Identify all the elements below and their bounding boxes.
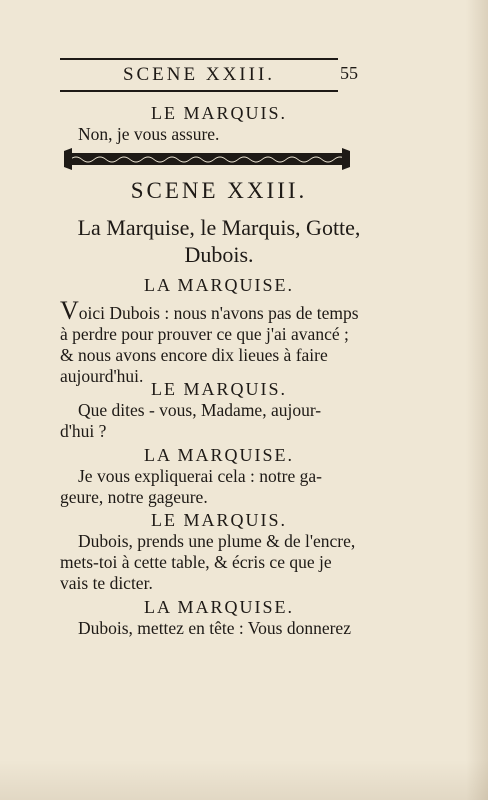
cast-line-2: Dubois. [184,242,254,267]
dialogue-line: geure, notre gageure. [60,487,208,507]
page-edge-shadow [466,0,488,800]
previous-scene-end [60,102,378,145]
dialogue-block [60,274,378,296]
running-title: SCENE XXIII. [122,64,276,85]
decorative-band-ornament [64,148,350,170]
page-bottom-shade [0,760,488,800]
dialogue-block [60,444,378,508]
speaker-name: LA MARQUISE. [143,275,294,295]
dialogue-block [60,596,378,639]
speaker-name: LE MARQUIS. [150,510,287,530]
dialogue-line: mets-toi à cette table, & écris ce que je [60,552,332,572]
cast-list [60,214,378,268]
cast-line-1: La Marquise, le Marquis, Gotte, [77,215,361,240]
dialogue-block [60,509,378,594]
drop-cap: V [60,296,79,325]
dialogue-line: Dubois, prends une plume & de l'encre, [78,531,356,551]
scene-title: SCENE XXIII. [130,178,308,203]
speaker-name: LE MARQUIS. [150,103,287,123]
dialogue-line: & nous avons encore dix lieues à faire [60,345,328,365]
dialogue-line: d'hui ? [60,421,107,441]
page-number: 55 [340,63,358,83]
speaker-name: LE MARQUIS. [150,379,287,399]
dialogue-line: Que dites - vous, Madame, aujour- [78,400,322,420]
dialogue-line: vais te dicter. [60,573,153,593]
dialogue-line: Non, je vous assure. [78,124,220,144]
speaker-name: LA MARQUISE. [143,597,294,617]
dialogue-line: Voici Dubois : nous n'avons pas de temps [60,296,359,325]
running-header [60,58,338,92]
dialogue-line: Dubois, mettez en tête : Vous donnerez [78,618,351,638]
dialogue-line: Je vous expliquerai cela : notre ga- [78,466,322,486]
speaker-name: LA MARQUISE. [143,445,294,465]
header-rule-bottom [60,90,338,92]
dialogue-line: à perdre pour prouver ce que j'ai avancé ; [60,324,349,344]
dialogue-text [60,296,378,387]
dialogue-line: aujourd'hui. [60,366,144,386]
dialogue-block [60,378,378,442]
